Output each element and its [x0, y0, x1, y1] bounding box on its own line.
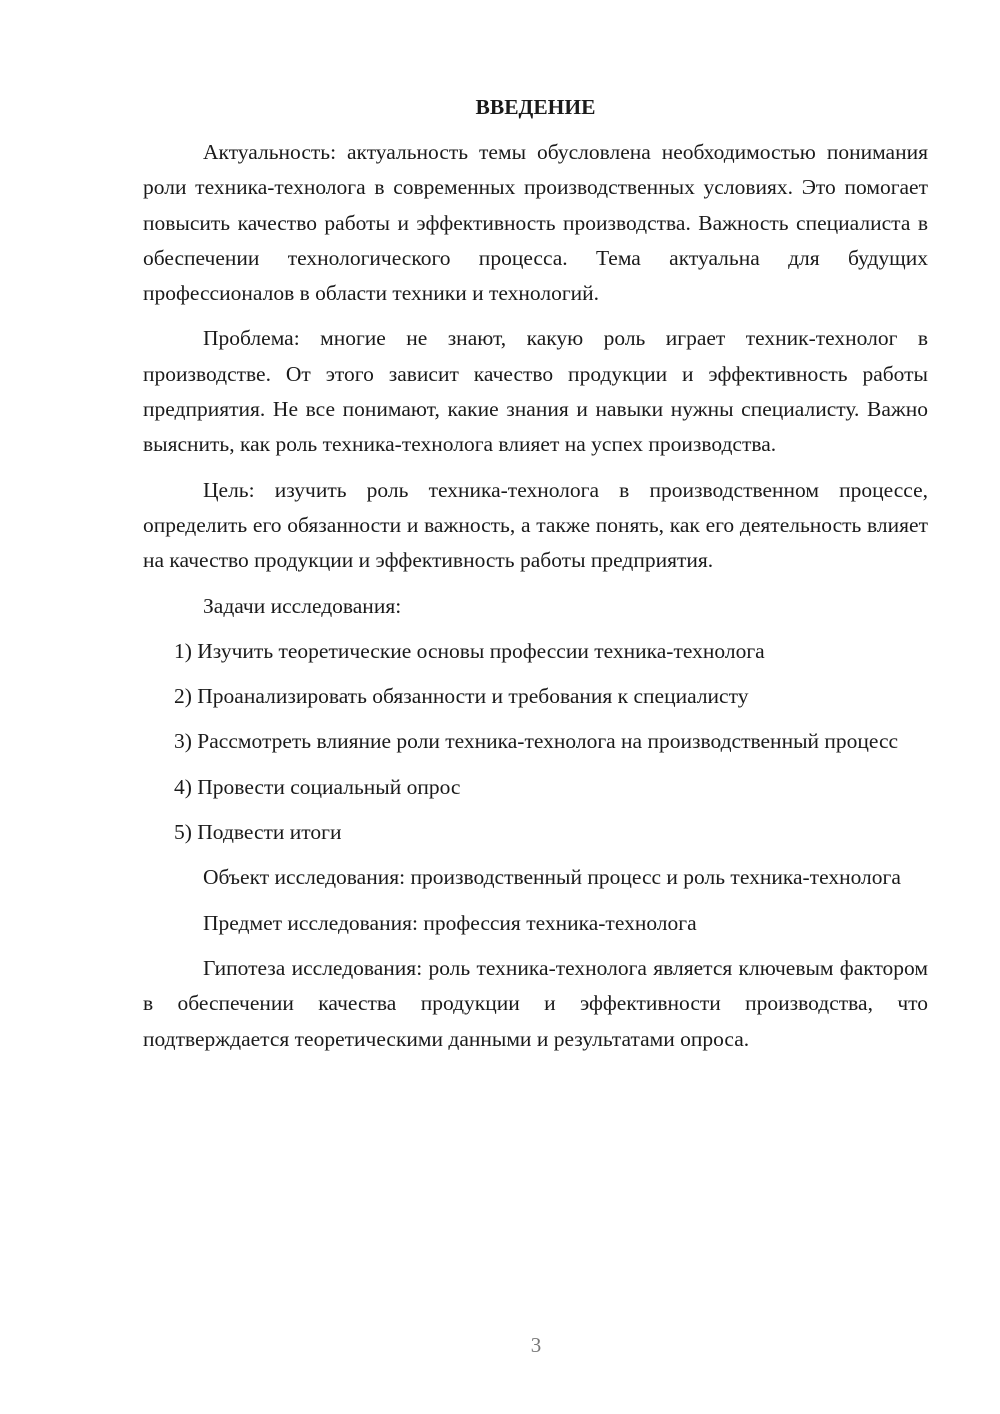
page-number: 3: [530, 1333, 542, 1357]
problem-paragraph: Проблема: многие не знают, какую роль играет техник-технолог в производстве. От этого зависит качество продукции и эффективность работы предприятия. Не все понимают, какие знания и навыки нужны специалисту. Важно выяснить, как роль техника-технолога влияет на успех производства.: [143, 326, 928, 457]
relevance-paragraph: Актуальность: актуальность темы обусловлена необходимостью понимания роли техника-технолога в современных производственных условиях. Это помогает повысить качество работы и эффективность производства. Важность специалиста в обеспечении технологического процесса. Тема актуальна для будущих профессионалов в области техники и технологий.: [143, 140, 928, 306]
task-item: 1) Изучить теоретические основы профессии техника-технолога: [174, 638, 765, 663]
subject-paragraph: Предмет исследования: профессия техника-технолога: [203, 910, 697, 935]
goal-paragraph: Цель: изучить роль техника-технолога в производственном процессе, определить его обязанности и важность, а также понять, как его деятельность влияет на качество продукции и эффективность работы предприятия.: [143, 477, 928, 573]
task-item: 4) Провести социальный опрос: [174, 774, 461, 799]
task-item: 2) Проанализировать обязанности и требования к специалисту: [174, 684, 749, 709]
task-item: 5) Подвести итоги: [174, 820, 342, 845]
page-title: ВВЕДЕНИЕ: [475, 95, 596, 119]
object-paragraph: Объект исследования: производственный процесс и роль техника-технолога: [203, 865, 901, 890]
task-item: 3) Рассмотреть влияние роли техника-технолога на производственный процесс: [174, 729, 899, 754]
tasks-heading: Задачи исследования:: [203, 593, 402, 618]
page-content: [143, 90, 928, 1067]
hypothesis-paragraph: Гипотеза исследования: роль техника-технолога является ключевым фактором в обеспечении качества продукции и эффективности производства, что подтверждается теоретическими данными и результатами опроса.: [143, 955, 928, 1051]
